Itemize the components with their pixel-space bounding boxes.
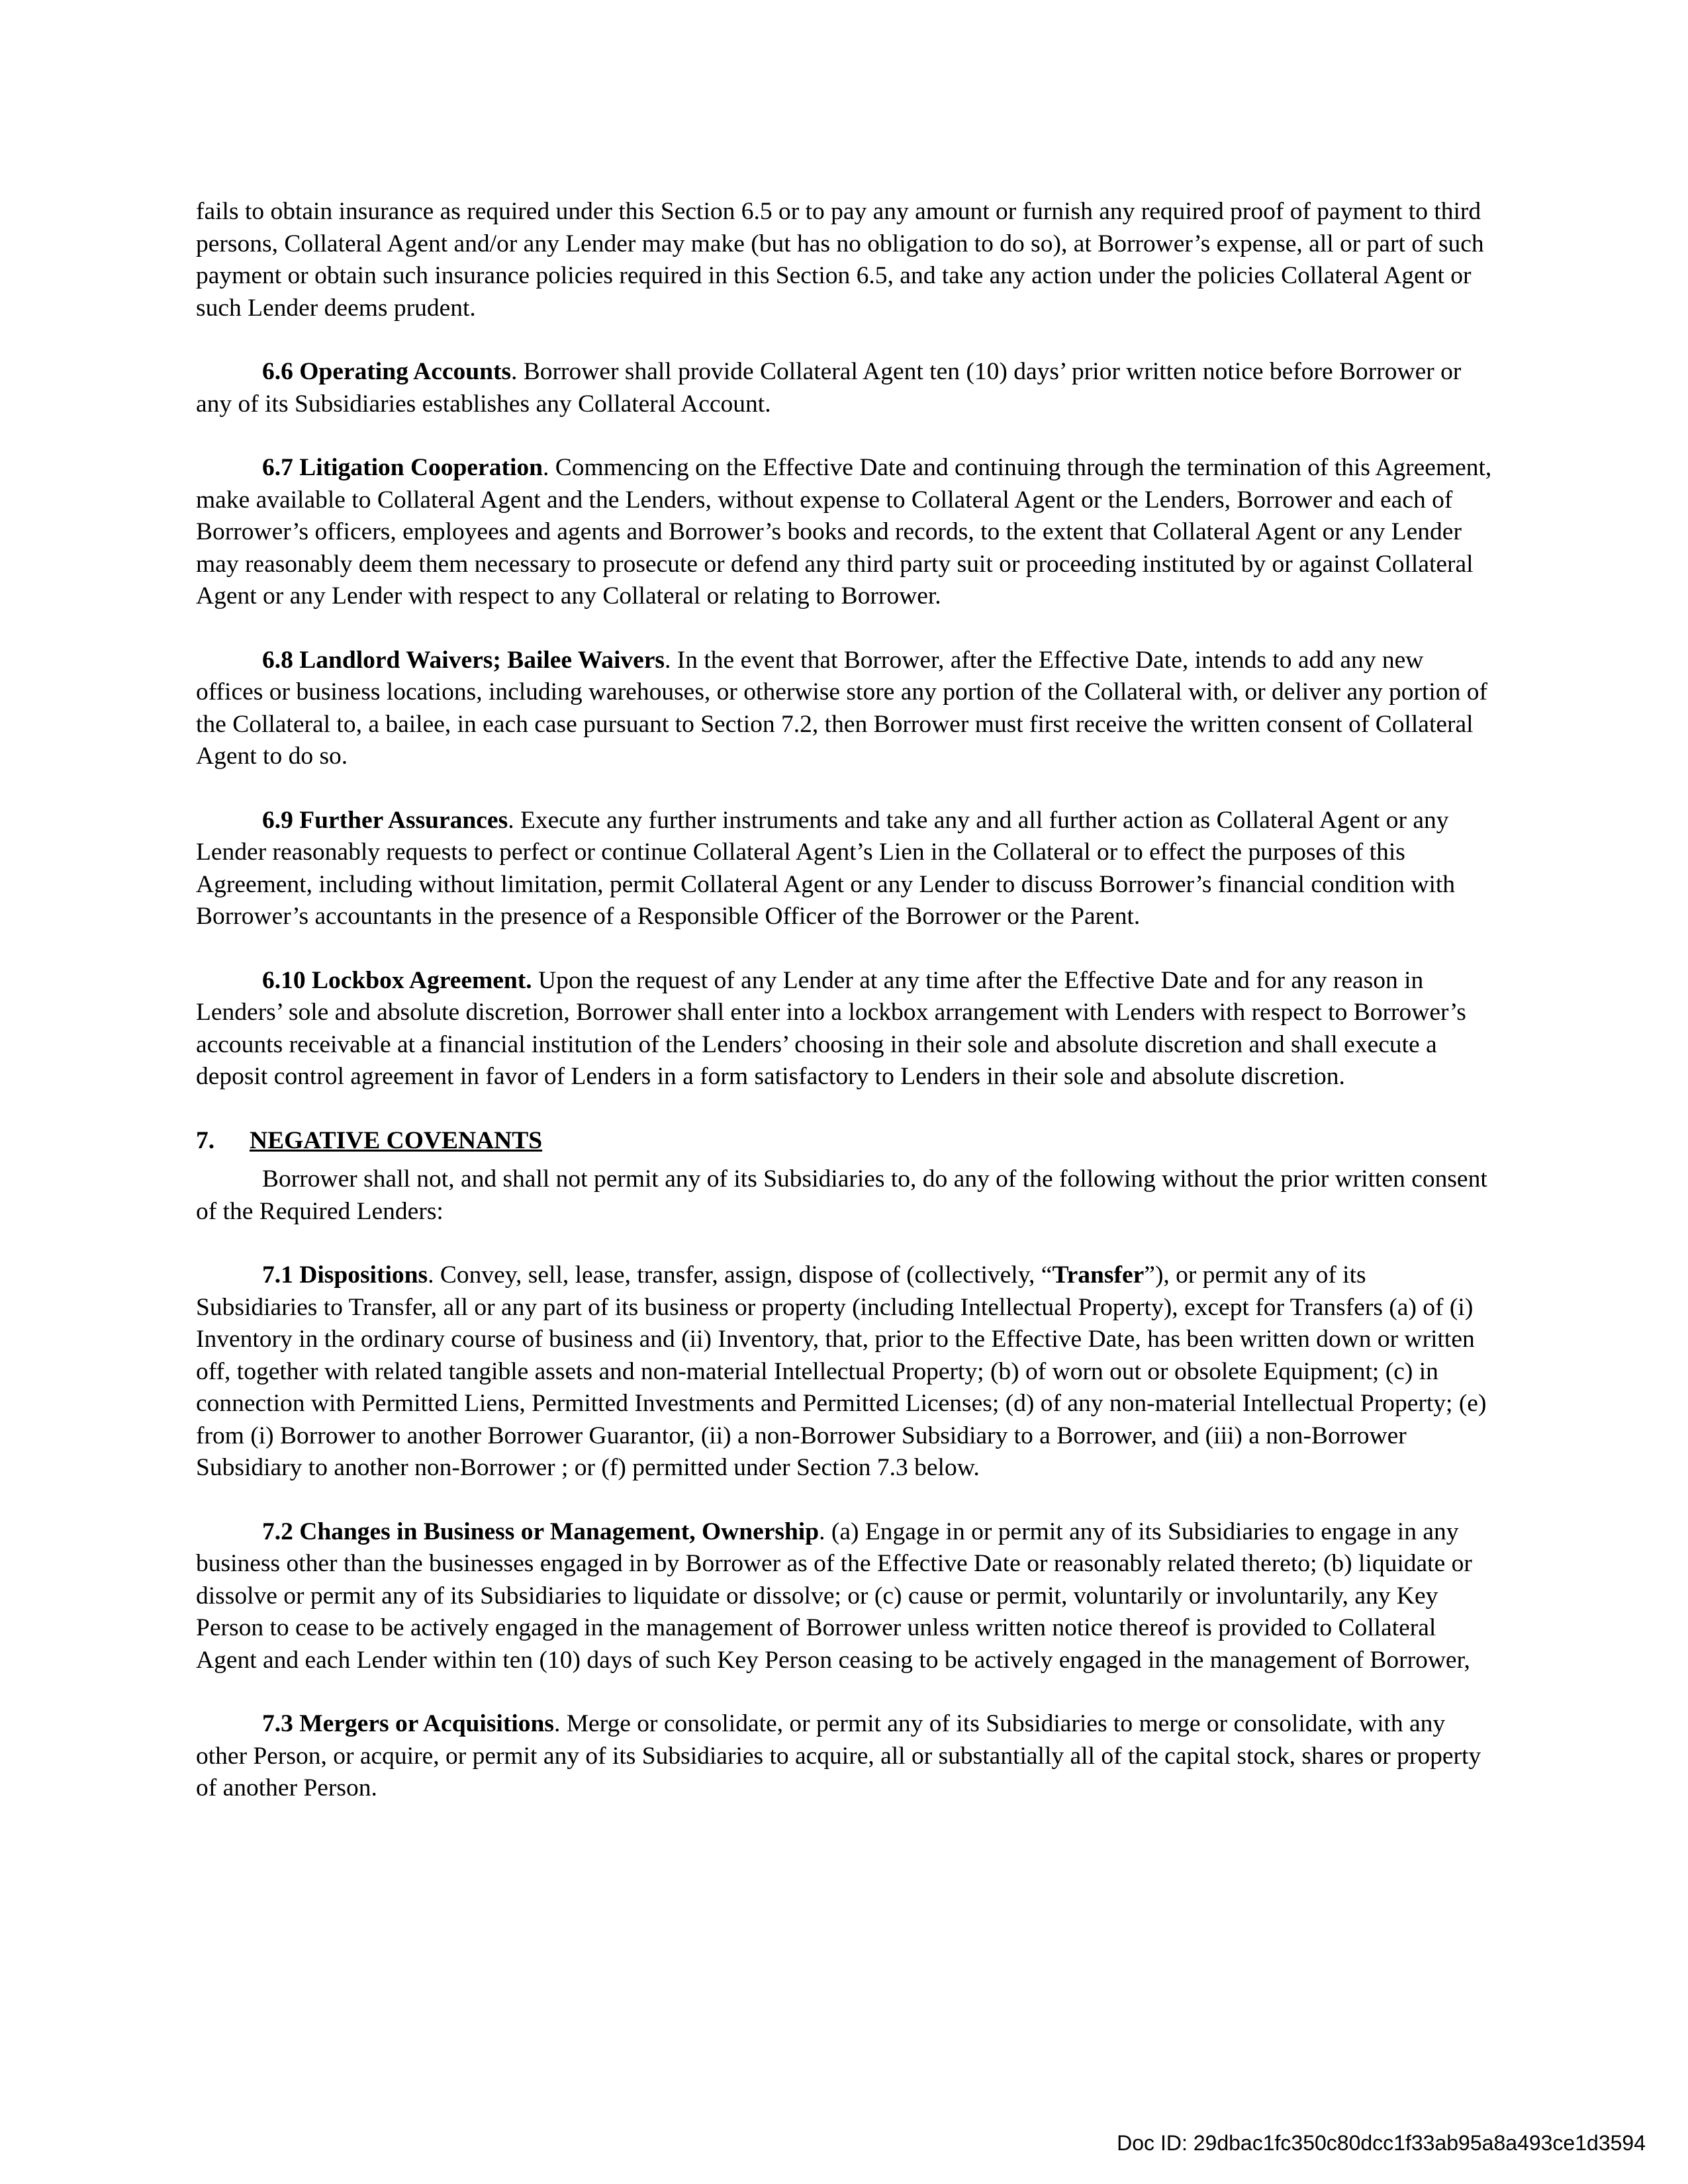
section-6-7 <box>196 452 1493 613</box>
section-6-7-heading: 6.7 Litigation Cooperation <box>262 454 543 481</box>
section-7-3-body: . Merge or consolidate, or permit any of its Subsidiaries to merge or consolidate, with any other Person, or acquire, or permit any of its Subsidiaries to acquire, all or substantially all of the capital stock, shares or property of another Person. <box>196 1710 1481 1801</box>
section-6-6-body: . Borrower shall provide Collateral Agent ten (10) days’ prior written notice before Borrower or any of its Subsidiaries establishes any Collateral Account. <box>196 358 1462 418</box>
section-7-heading <box>196 1125 1493 1158</box>
doc-id-footer: Doc ID: 29dbac1fc350c80dcc1f33ab95a8a493ce1d3594 <box>1117 2131 1646 2155</box>
defined-term-transfer: Transfer <box>1052 1261 1145 1289</box>
section-7-3 <box>196 1708 1493 1805</box>
section-7-intro: Borrower shall not, and shall not permit any of its Subsidiaries to, do any of the following without the prior written consent of the Required Lenders: <box>196 1165 1487 1225</box>
intro-paragraph: fails to obtain insurance as required under this Section 6.5 or to pay any amount or furnish any required proof of payment to third persons, Collateral Agent and/or any Lender may make (but has no obligation to do so), at Borrower’s expense, all or part of such payment or obtain such insurance policies required in this Section 6.5, and take any action under the policies Collateral Agent or such Lender deems prudent. <box>196 198 1484 322</box>
section-6-6-heading: 6.6 Operating Accounts <box>262 358 512 385</box>
section-6-8-heading: 6.8 Landlord Waivers; Bailee Waivers <box>262 646 665 674</box>
section-6-6 <box>196 356 1493 420</box>
section-7-title: NEGATIVE COVENANTS <box>250 1126 543 1154</box>
section-7-2 <box>196 1516 1493 1677</box>
section-7-2-body: . (a) Engage in or permit any of its Subsidiaries to engage in any business other than the businesses engaged in by Borrower as of the Effective Date or reasonably related thereto; (b) liquidate or dissolve or permit any of its Subsidiaries to liquidate or dissolve; or (c) cause or permit, voluntarily or involuntarily, any Key Person to cease to be actively engaged in the management of Borrower unless written notice thereof is provided to Collateral Agent and each Lender within ten (10) days of such Key Person ceasing to be actively engaged in the management of Borrower, <box>196 1518 1472 1674</box>
section-6-8-body: . In the event that Borrower, after the Effective Date, intends to add any new offices or business locations, including warehouses, or otherwise store any portion of the Collateral with, or deliver any portion of the Collateral to, a bailee, in each case pursuant to Section 7.2, then Borrower must first receive the written consent of Collateral Agent to do so. <box>196 646 1487 770</box>
section-6-10 <box>196 965 1493 1093</box>
section-6-9-body: . Execute any further instruments and take any and all further action as Collateral Agent or any Lender reasonably requests to perfect or continue Collateral Agent’s Lien in the Collateral or to effect the purposes of this Agreement, including without limitation, permit Collateral Agent or any Lender to discuss Borrower’s financial condition with Borrower’s accountants in the presence of a Responsible Officer of the Borrower or the Parent. <box>196 806 1456 930</box>
section-7-2-heading: 7.2 Changes in Business or Management, Ownership <box>262 1518 820 1545</box>
section-7-number: 7. <box>196 1126 215 1154</box>
section-7-1-body-end: ”), or permit any of its Subsidiaries to Transfer, all or any part of its business or property (including Intellectual Property), except for Transfers (a) of (i) Inventory in the ordinary course of business and (ii) Inventory, that, prior to the Effective Date, has been written down or written off, together with related tangible assets and non-material Intellectual Property; (b) of worn out or obsolete Equipment; (c) in connection with Permitted Liens, Permitted Investments and Permitted Licenses; (d) of any non-material Intellectual Property; (e) from (i) Borrower to another Borrower Guarantor, (ii) a non-Borrower Subsidiary to a Borrower, and (iii) a non-Borrower Subsidiary to another non-Borrower ; or (f) permitted under Section 7.3 below. <box>196 1261 1487 1481</box>
section-7-3-heading: 7.3 Mergers or Acquisitions <box>262 1710 554 1737</box>
section-6-7-body: . Commencing on the Effective Date and continuing through the termination of this Agreement, make available to Collateral Agent and the Lenders, without expense to Collateral Agent or the Lenders, Borrower and each of Borrower’s officers, employees and agents and Borrower’s books and records, to the extent that Collateral Agent or any Lender may reasonably deem them necessary to prosecute or defend any third party suit or proceeding instituted by or against Collateral Agent or any Lender with respect to any Collateral or relating to Borrower. <box>196 454 1492 610</box>
section-6-10-heading: 6.10 Lockbox Agreement. <box>262 966 532 994</box>
document-page <box>196 196 1493 1837</box>
section-6-9 <box>196 805 1493 933</box>
section-7-1-body-start: . Convey, sell, lease, transfer, assign, dispose of (collectively, “ <box>428 1261 1053 1289</box>
section-6-8 <box>196 645 1493 773</box>
section-6-9-heading: 6.9 Further Assurances <box>262 806 508 834</box>
section-6-10-body: Upon the request of any Lender at any time after the Effective Date and for any reason in Lenders’ sole and absolute discretion, Borrower shall enter into a lockbox arrangement with Lenders with respect to Borrower’s accounts receivable at a financial institution of the Lenders’ choosing in their sole and absolute discretion and shall execute a deposit control agreement in favor of Lenders in a form satisfactory to Lenders in their sole and absolute discretion. <box>196 966 1466 1090</box>
section-7-1 <box>196 1259 1493 1484</box>
section-7-1-heading: 7.1 Dispositions <box>262 1261 428 1289</box>
